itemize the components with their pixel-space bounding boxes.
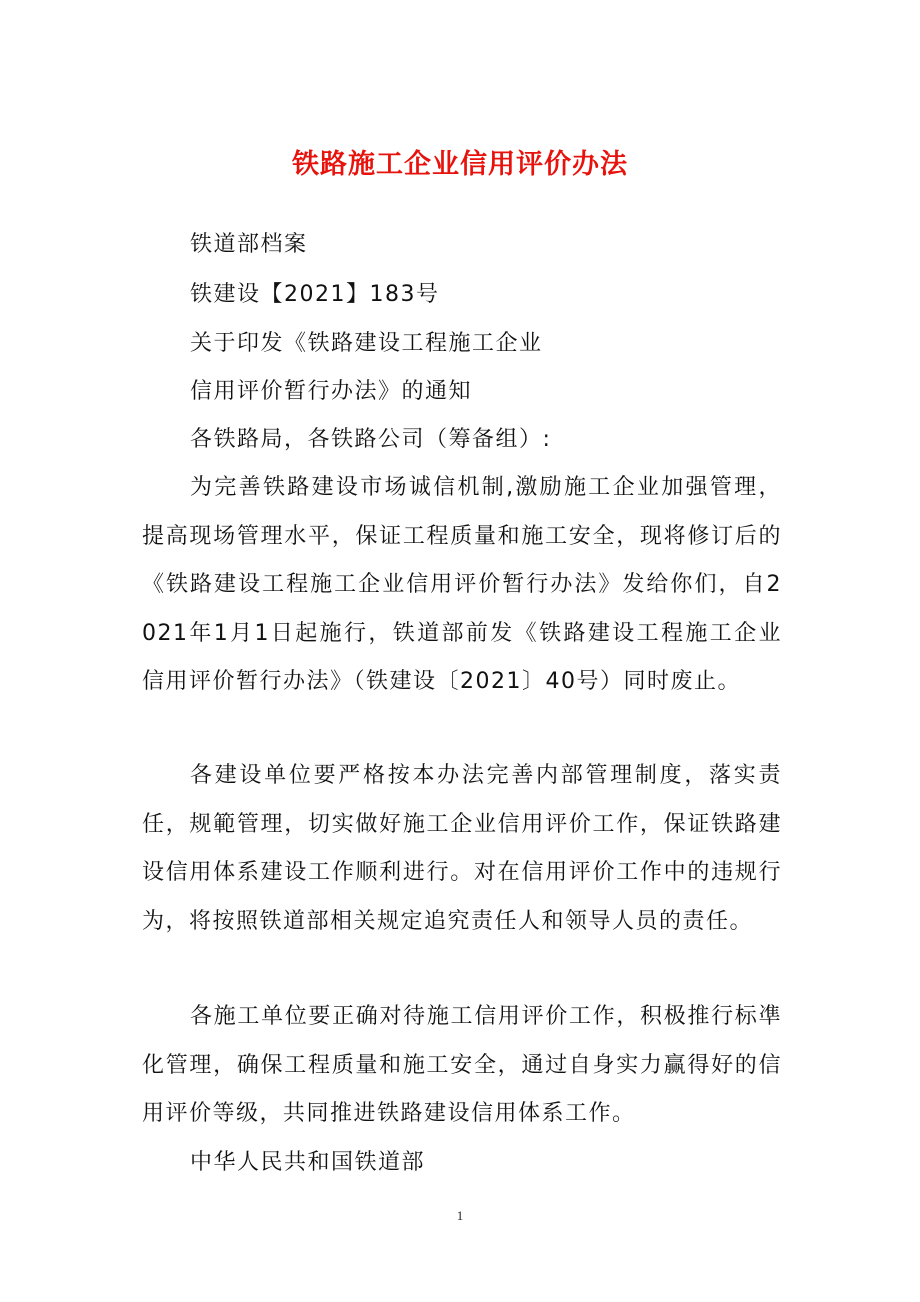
document-title: 铁路施工企业信用评价办法 — [292, 149, 628, 180]
notice-title-line-1: 关于印发《铁路建设工程施工企业 — [190, 331, 543, 356]
body-paragraph-2: 各建设单位要严格按本办法完善内部管理制度，落实责任，规範管理，切实做好施工企业信用评价工作，保证铁路建设信用体系建设工作顺利进行。对在信用评价工作中的违规行为，将按照铁道部相关规定追究责任人和领导人员的责任。 — [142, 763, 782, 934]
page-number: 1 — [456, 1208, 464, 1223]
notice-title-line-2: 信用评价暂行办法》的通知 — [190, 379, 473, 404]
body-paragraph-1: 为完善铁路建设市场诚信机制,激励施工企业加强管理，提高现场管理水平，保证工程质量和施工安全，现将修订后的《铁路建设工程施工企业信用评价暂行办法》发给你们，自2021年1月1日起施行，铁道部前发《铁路建设工程施工企业信用评价暂行办法》（铁建设〔2021〕40号）同时废止。 — [142, 475, 782, 694]
archive-label: 铁道部档案 — [190, 232, 308, 257]
document-number: 铁建设【2021】183号 — [190, 282, 440, 307]
body-paragraph-3: 各施工单位要正确对待施工信用评价工作，积极推行标凖化管理，确保工程质量和施工安全，通过自身实力赢得好的信用评价等级，共同推进铁路建设信用体系工作。 — [142, 1004, 782, 1126]
signature: 中华人民共和国铁道部 — [190, 1150, 426, 1175]
addressee: 各铁路局，各铁路公司（筹备组）: — [190, 427, 552, 452]
